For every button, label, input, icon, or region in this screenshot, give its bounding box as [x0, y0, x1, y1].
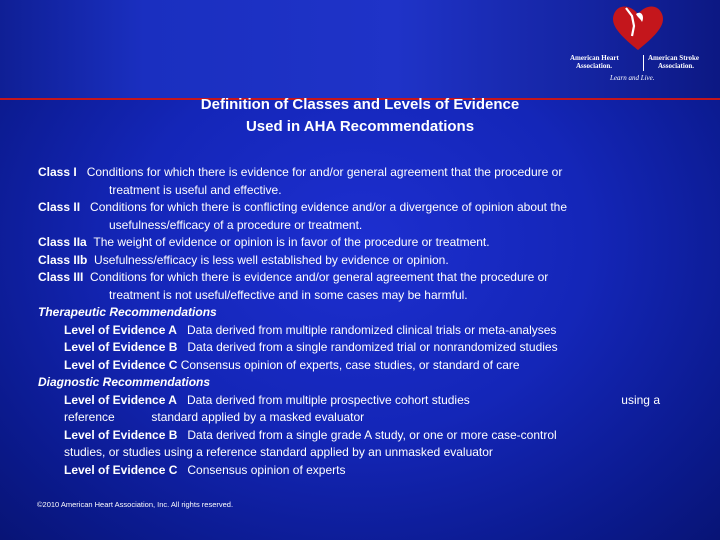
level-item: Level of Evidence A Data derived from multiple randomized clinical trials or meta-analyses [64, 322, 557, 337]
slide-title [0, 94, 720, 138]
logo-aha-text: American Heart Association. [570, 54, 619, 70]
slide-body [38, 164, 678, 479]
copyright-notice: ©2010 American Heart Association, Inc. All rights reserved. [37, 500, 234, 509]
level-item: Level of Evidence B Data derived from a single grade A study, or one or more case-control studies, or studies using a reference standard applied by an unmasked evaluator [64, 427, 557, 459]
class-item: Class II Conditions for which there is conflicting evidence and/or a divergence of opinion about the usefulness/efficacy of a procedure or treatment. [38, 200, 568, 232]
level-item: Level of Evidence C Consensus opinion of experts, case studies, or standard of care [64, 357, 520, 372]
class-item: Class IIb Usefulness/efficacy is less well established by evidence or opinion. [38, 252, 449, 267]
class-item: Class IIa The weight of evidence or opinion is in favor of the procedure or treatment. [38, 235, 490, 249]
level-item: Level of Evidence A Data derived from multiple prospective cohort studies using a reference standard applied by a masked evaluator [64, 392, 660, 424]
therapeutic-heading: Therapeutic Recommendations [38, 305, 217, 319]
heart-torch-icon [566, 2, 716, 54]
logo-divider [643, 55, 644, 71]
level-item: Level of Evidence B Data derived from a single randomized trial or nonrandomized studies [64, 340, 558, 354]
diagnostic-heading: Diagnostic Recommendations [38, 375, 211, 389]
level-item: Level of Evidence C Consensus opinion of experts [64, 462, 346, 477]
logo-tagline: Learn and Live. [610, 74, 655, 82]
aha-asa-logo [566, 2, 716, 88]
class-item: Class I Conditions for which there is evidence for and/or general agreement that the procedure or treatment is useful and effective. [38, 165, 563, 197]
title-line-2: Used in AHA Recommendations [245, 118, 475, 135]
class-item: Class III Conditions for which there is evidence and/or general agreement that the procedure or treatment is not useful/effective and in some cases may be harmful. [38, 270, 549, 302]
title-line-1: Definition of Classes and Levels of Evidence [200, 96, 520, 113]
logo-asa-text: American Stroke Association. [648, 54, 699, 70]
